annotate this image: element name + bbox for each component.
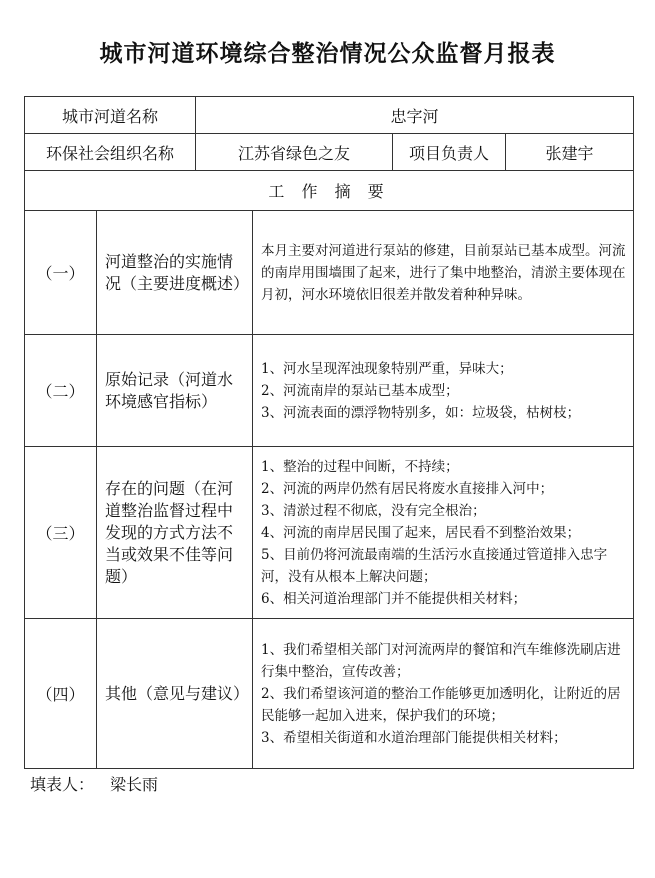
section-row [25,619,634,769]
river-name-value: 忠字河 [196,97,634,134]
section-content [253,619,634,769]
section-row [25,211,634,335]
project-leader-value: 张建宇 [506,134,634,171]
filler-name: 梁长雨 [110,775,159,794]
content-line: 2、河流的两岸仍然有居民将废水直接排入河中； [261,480,554,497]
section-content [253,211,634,335]
filler-label: 填表人： [30,775,95,794]
content-line: 3、河流表面的漂浮物特别多，如：垃圾袋，枯树枝； [261,404,581,421]
section-label: 存在的问题（在河道整治监督过程中发现的方式方法不当或效果不佳等问题） [105,478,234,586]
section-label-cell [97,619,253,769]
content-line: 5、目前仍将河流最南端的生活污水直接通过管道排入忠字河，没有从根本上解决问题； [261,546,608,585]
section-number: （四） [25,619,97,769]
section-row [25,447,634,619]
section-number: （二） [25,335,97,447]
section-label: 原始记录（河道水环境感官指标） [105,369,234,411]
section-row [25,335,634,447]
content-line: 6、相关河道治理部门并不能提供相关材料； [261,590,527,607]
work-summary-heading: 工 作 摘 要 [25,171,634,211]
content-line: 本月主要对河道进行泵站的修建，目前泵站已基本成型。河流的南岸用围墙围了起来，进行了集中地整治，清淤主要体现在月初，河水环境依旧很差并散发着种种异味。 [261,242,626,303]
content-line: 2、我们希望该河道的整治工作能够更加透明化，让附近的居民能够一起加入进来，保护我们的环境； [261,685,621,724]
river-name-row [25,97,634,134]
summary-heading-row [25,171,634,211]
section-label-cell [97,335,253,447]
organization-value: 江苏省绿色之友 [196,134,393,171]
organization-row [25,134,634,171]
form-filler [30,772,158,795]
organization-label: 环保社会组织名称 [25,134,196,171]
section-number: （三） [25,447,97,619]
content-line: 4、河流的南岸居民围了起来，居民看不到整治效果； [261,524,581,541]
content-line: 2、河流南岸的泵站已基本成型； [261,382,459,399]
content-line: 1、整治的过程中间断，不持续； [261,458,459,475]
content-line: 3、希望相关街道和水道治理部门能提供相关材料； [261,729,567,746]
content-line: 3、清淤过程不彻底，没有完全根治； [261,502,486,519]
content-line: 1、河水呈现浑浊现象特别严重，异味大； [261,360,513,377]
project-leader-label: 项目负责人 [393,134,506,171]
river-name-label: 城市河道名称 [25,97,196,134]
report-table [24,96,634,769]
section-label: 河道整治的实施情况（主要进度概述） [105,251,250,293]
section-label-cell [97,211,253,335]
section-label: 其他（意见与建议） [105,683,250,703]
content-line: 1、我们希望相关部门对河流两岸的餐馆和汽车维修洗刷店进行集中整治，宣传改善； [261,641,621,680]
section-content [253,335,634,447]
form-title: 城市河道环境综合整治情况公众监督月报表 [99,40,556,67]
section-content [253,447,634,619]
section-label-cell [97,447,253,619]
section-number: （一） [25,211,97,335]
